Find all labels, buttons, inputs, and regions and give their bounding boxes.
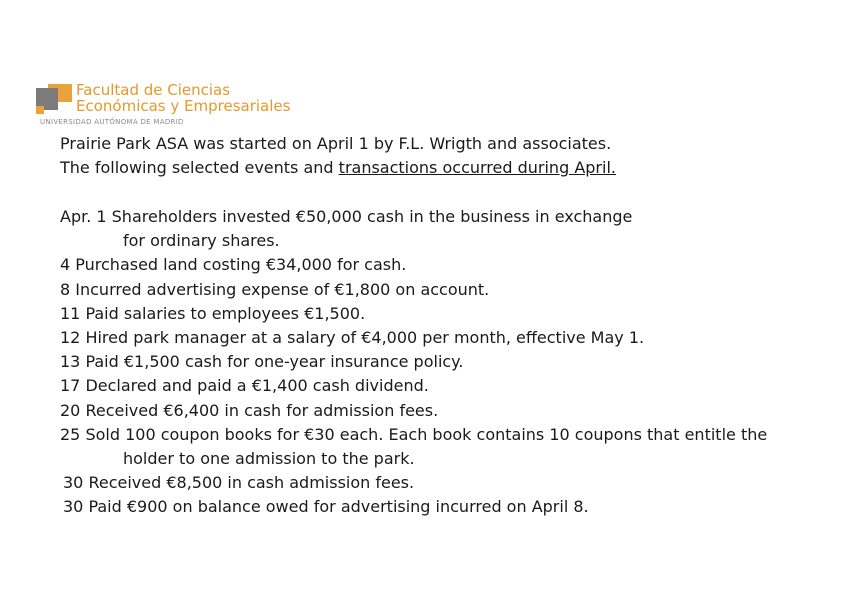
event-item-continuation: for ordinary shares. — [123, 231, 280, 251]
event-item: 8 Incurred advertising expense of €1,800 on account. — [60, 279, 490, 299]
event-item: 4 Purchased land costing €34,000 for cash. — [60, 255, 407, 275]
intro-line-2-underlined: transactions occurred during April. — [338, 158, 616, 177]
logo-title-line-2: Económicas y Empresariales — [76, 97, 291, 115]
intro-line-1: Prairie Park ASA was started on April 1 by F.L. Wrigth and associates. — [60, 134, 612, 153]
logo-squares-icon — [36, 84, 72, 114]
event-item: Apr. 1 Shareholders invested €50,000 cash in the business in exchange — [60, 207, 633, 226]
event-item: 13 Paid €1,500 cash for one-year insurance policy. — [60, 352, 464, 372]
event-item: 17 Declared and paid a €1,400 cash dividend. — [60, 376, 429, 396]
logo-university-name: UNIVERSIDAD AUTÓNOMA DE MADRID — [40, 118, 184, 126]
event-item: 25 Sold 100 coupon books for €30 each. Each book contains 10 coupons that entitle the — [60, 424, 768, 444]
logo-small-square — [36, 106, 44, 114]
event-item: 11 Paid salaries to employees €1,500. — [60, 303, 366, 323]
event-list — [60, 205, 767, 519]
intro-line-2-plain: The following selected events and — [60, 158, 339, 177]
event-item: 20 Received €6,400 in cash for admission fees. — [60, 400, 439, 420]
event-item: 30 Received €8,500 in cash admission fees. — [63, 473, 415, 493]
event-item: 12 Hired park manager at a salary of €4,000 per month, effective May 1. — [60, 327, 645, 347]
faculty-logo — [36, 82, 296, 128]
event-item: 30 Paid €900 on balance owed for advertising incurred on April 8. — [63, 497, 589, 517]
intro-line-2 — [60, 156, 616, 180]
logo-title-line-1: Facultad de Ciencias — [76, 81, 231, 99]
event-item-continuation: holder to one admission to the park. — [123, 448, 415, 468]
